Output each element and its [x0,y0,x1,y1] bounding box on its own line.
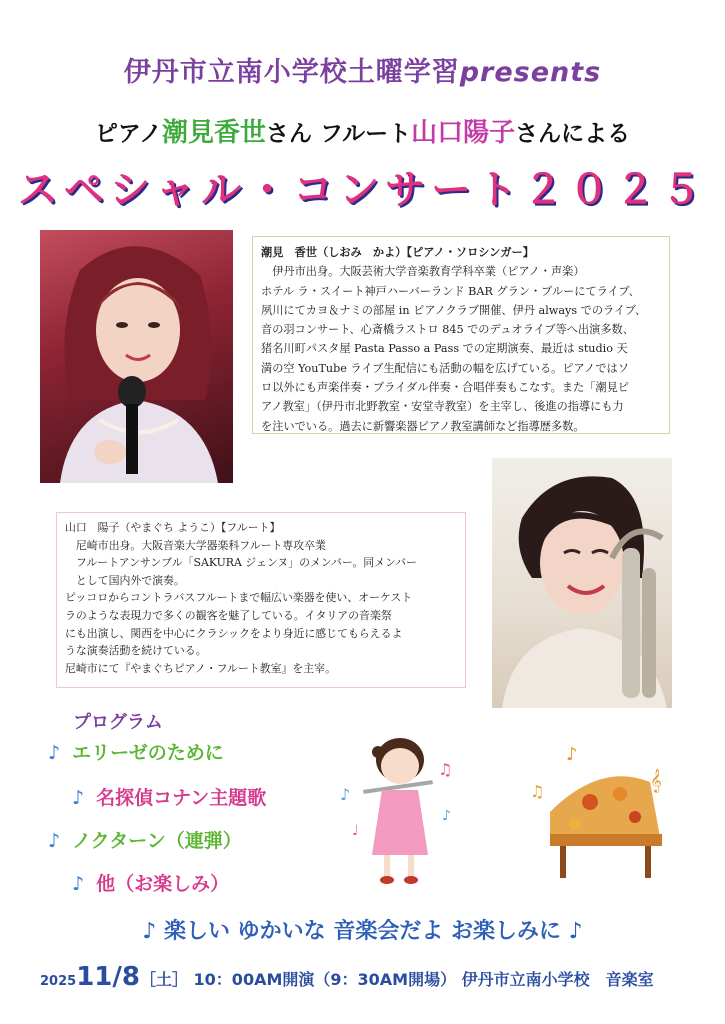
concert-title: スペシャル・コンサート２０２５ [17,167,708,213]
flutist-name: 山口陽子 [411,118,516,148]
flutist-bio-line: 尼崎市出身。大阪音楽大学器楽科フルート専攻卒業 [65,538,326,552]
music-note-icon: ♪ [48,742,61,764]
program-item [48,826,242,853]
event-year: 2025 [40,974,77,989]
svg-text:♪: ♪ [442,808,451,824]
program-item [72,783,266,810]
title-line-1 [0,50,725,89]
title-line-2-c: さんによる [515,121,631,147]
svg-text:♪: ♪ [566,744,578,765]
flutist-bio-heading: 山口 陽子（やまぐち ようこ）【フルート】 [65,521,281,534]
pianist-bio-line: ホテル ラ・スイート神戸ハーバーランド BAR グラン・ブルーにてライブ、 [261,284,640,298]
program-title: プログラム [73,712,163,733]
pianist-name: 潮見香世 [162,118,267,148]
pianist-bio-line: 伊丹市出身。大阪芸術大学音楽教育学科卒業（ピアノ・声楽） [261,265,585,279]
music-note-icon: ♪ [72,873,85,895]
svg-text:♫: ♫ [530,782,545,801]
flutist-portrait-photo [492,458,672,708]
pianist-bio-line: を注いでいる。過去に新響楽器ピアノ教室講師など指導歴多数。 [261,419,585,433]
flutist-bio-line: フルートアンサンブル「SAKURA ジェンヌ」のメンバー。同メンバー [65,556,417,570]
pianist-bio-heading: 潮見 香世（しおみ かよ）【ピアノ・ソロシンガー】 [261,246,534,259]
svg-text:𝄞: 𝄞 [650,768,662,792]
pianist-bio-line: 猪名川町パスタ屋 Pasta Passo a Pass での定期演奏、最近は studio 天 [261,342,628,356]
pianist-bio-box [252,236,670,434]
flutist-bio-line: うな演奏活動を続けている。 [65,644,207,658]
svg-text:♩: ♩ [352,823,359,839]
program-item-label: 他（お楽しみ） [96,873,230,895]
autumn-leaf-piano-illustration [530,742,700,882]
svg-text:♫: ♫ [438,760,453,779]
pianist-bio-line: 音の羽コンサート、心斎橋ラストロ 845 でのデュオライブ等へ出演多数、 [261,323,634,337]
pianist-bio-line: 夙川にてカヨ＆ナミの部屋 in ピアノクラブ開催、伊丹 always でのライブ、 [261,303,647,317]
program-item-label: 名探偵コナン主題歌 [96,787,267,809]
pianist-bio-line: 満の空 YouTube ライブ生配信にも活動の幅を広げている。ピアノではソ [261,361,629,375]
pianist-bio-line: アノ教室」（伊丹市北野教室・安堂寺教室）を主宰し、後進の指導にも力 [261,400,624,414]
program-item [48,738,224,765]
title-line-1-en: presents [459,57,602,88]
title-line-2-b: さん フルート [266,121,412,147]
program-item [72,869,229,896]
flutist-bio-line: 尼崎市にて『やまぐちピアノ・フルート教室』を主宰。 [65,661,336,675]
title-line-2 [0,112,725,149]
title-line-2-a: ピアノ [94,121,163,147]
title-line-1-ja: 伊丹市立南小学校土曜学習 [123,57,460,88]
flutist-bio-line: ラのような表現力で多くの観客を魅了している。イタリアの音楽祭 [65,608,392,622]
event-date: 11/8 [76,962,140,992]
flutist-bio-box [56,512,466,688]
flutist-bio-line: として国内外で演奏。 [65,573,185,587]
pianist-portrait-photo [40,230,233,483]
flutist-bio-line: にも出演し、関西を中心にクラシックをより身近に感じてもらえるよ [65,626,403,640]
closing-message: ♪ 楽しい ゆかいな 音楽会だよ お楽しみに ♪ [142,919,583,944]
program-item-label: ノクターン（連弾） [72,830,242,852]
program-item-label: エリーゼのために [72,742,224,764]
svg-text:♪: ♪ [340,785,351,804]
event-time-place: ［土］ 10：00AM開演（9：30AM開場） 伊丹市立南小学校 音楽室 [139,970,654,989]
flutist-bio-line: ピッコロからコントラバスフルートまで幅広い楽器を使い、オーケスト [65,591,413,605]
music-note-icon: ♪ [48,830,61,852]
music-note-icon: ♪ [72,787,85,809]
event-details [40,962,700,992]
pianist-bio-line: ロ以外にも声楽伴奏・ブライダル伴奏・合唱伴奏もこなす。また「潮見ピ [261,381,629,395]
girl-playing-flute-illustration [338,730,468,890]
